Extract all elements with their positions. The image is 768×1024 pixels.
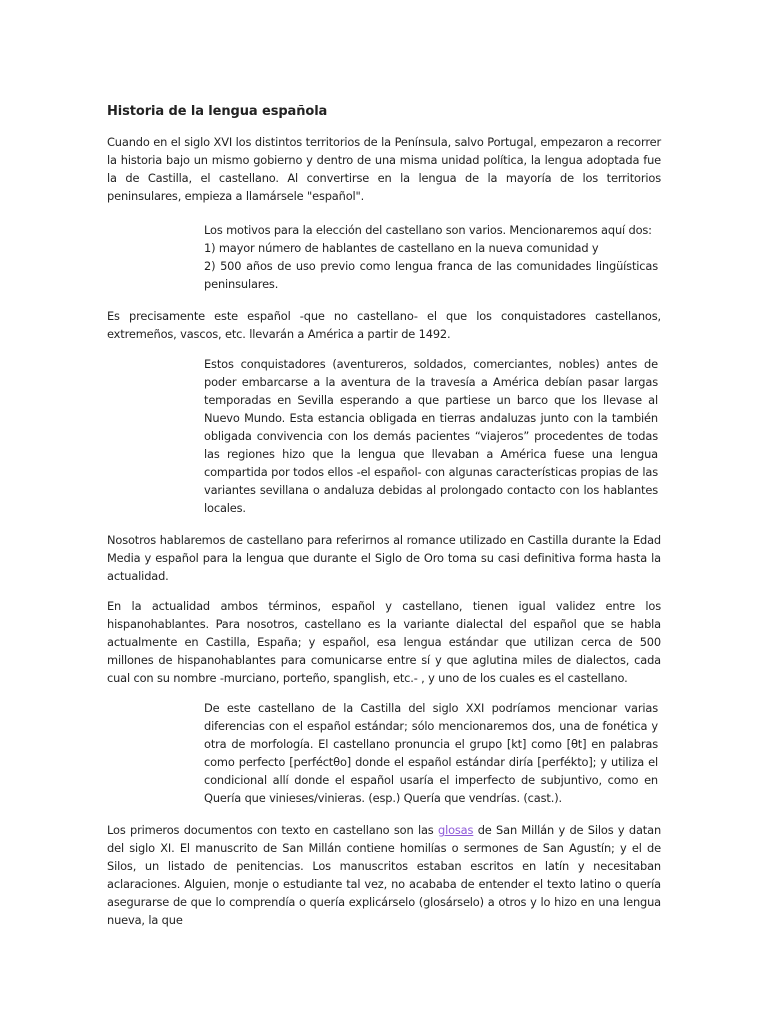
paragraph-conquistadores: Es precisamente este español -que no castellano- el que los conquistadores castellanos, extremeños, vascos, etc. llevarán a América a partir de 1492. <box>107 309 661 341</box>
paragraph-actualidad: En la actualidad ambos términos, español y castellano, tienen igual validez entre los hispanohablantes. Para nosotros, castellano es la variante dialectal del español que se habla actualmente en Castilla, España; y español, esa lengua estándar que utilizan cerca de 500 millones de hispanohablantes para comunicarse entre sí y que aglutina miles de dialectos, cada cual con su nombre -murciano, porteño, spanglish, etc.- , y uno de los cuales es el castellano. <box>107 599 661 685</box>
glosas-link[interactable]: glosas <box>437 823 474 837</box>
quote-siglo-xxi: De este castellano de la Castilla del siglo XXI podríamos mencionar varias diferencias con el español estándar; sólo mencionaremos dos, una de fonética y otra de morfología. El castellano pronuncia el grupo [kt] como [θt] en palabras como perfecto [perféctθo] donde el español estándar diría [perfékto]; y utiliza el condicional allí donde el español usaría el imperfecto de subjuntivo, como en Quería que vinieses/vinieras. (esp.) Quería que vendrías. (cast.). <box>204 701 658 805</box>
quote-motivos-item-1: 1) mayor número de hablantes de castellano en la nueva comunidad y <box>204 241 599 255</box>
quote-motivos <box>204 221 658 293</box>
paragraph-castellano-espanol: Nosotros hablaremos de castellano para referirnos al romance utilizado en Castilla durante la Edad Media y español para la lengua que durante el Siglo de Oro toma su casi definitiva forma hasta la actualidad. <box>107 533 661 583</box>
quote-sevilla: Estos conquistadores (aventureros, soldados, comerciantes, nobles) antes de poder embarcarse a la aventura de la travesía a América debían pasar largas temporadas en Sevilla esperando a que partiese un barco que los llevase al Nuevo Mundo. Esta estancia obligada en tierras andaluzas junto con la también obligada convivencia con los demás pacientes “viajeros” procedentes de todas las regiones hizo que la lengua que llevaban a América fuese una lengua compartida por todos ellos -el español- con algunas características propias de las variantes sevillana o andaluza debidas al prolongado contacto con los hablantes locales. <box>204 357 658 515</box>
paragraph-intro: Cuando en el siglo XVI los distintos territorios de la Península, salvo Portugal, empezaron a recorrer la historia bajo un mismo gobierno y dentro de una misma unidad política, la lengua adoptada fue la de Castilla, el castellano. Al convertirse en la lengua de la mayoría de los territorios peninsulares, empieza a llamársele "español". <box>107 135 661 203</box>
paragraph-glosas <box>107 821 661 929</box>
quote-motivos-intro: Los motivos para la elección del castellano son varios. Mencionaremos aquí dos: <box>204 223 652 237</box>
quote-motivos-item-2: 2) 500 años de uso previo como lengua franca de las comunidades lingüísticas peninsulares. <box>204 259 658 291</box>
glosas-text-before: Los primeros documentos con texto en castellano son las <box>107 823 438 837</box>
glosas-text-after: de San Millán y de Silos y datan del siglo XI. El manuscrito de San Millán contiene homilías o sermones de San Agustín; y el de Silos, un listado de penitencias. Los manuscritos estaban escritos en latín y necesitaban aclaraciones. Alguien, monje o estudiante tal vez, no acababa de entender el texto latino o quería asegurarse de que lo comprendía o quería explicárselo (glosárselo) a otros y lo hizo en una lengua nueva, la que <box>107 823 662 927</box>
document-title: Historia de la lengua española <box>107 104 328 119</box>
